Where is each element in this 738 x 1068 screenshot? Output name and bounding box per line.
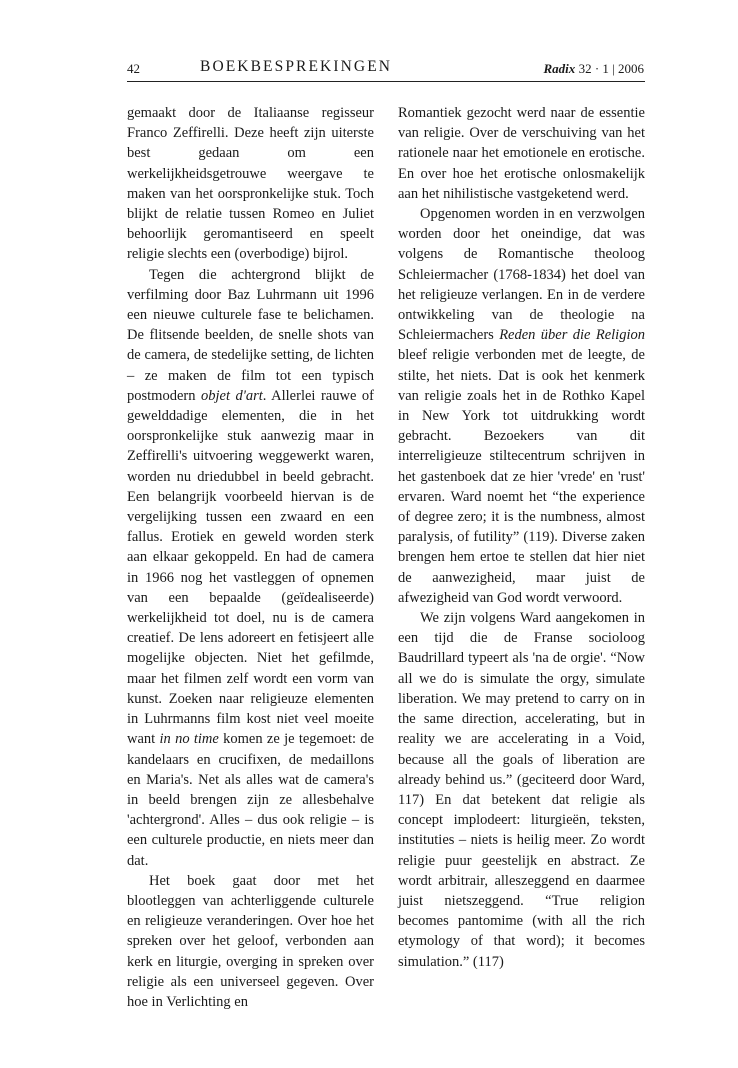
journal-citation bbox=[544, 61, 644, 77]
page-number: 42 bbox=[127, 61, 140, 76]
journal-issue: 32 · 1 | 2006 bbox=[575, 61, 644, 76]
journal-name: Radix bbox=[543, 61, 576, 76]
paragraph: gemaakt door de Italiaanse regisseur Franco Zeffirelli. Deze heeft zijn uiterste best gedaan om een werkelijkheidsgetrouwe weergave te maken van het oorspronkelijke stuk. Toch blijkt de relatie tussen Romeo en Juliet behoorlijk geromantiseerd en speelt religie slechts een (overbodige) bijrol. bbox=[127, 105, 374, 263]
paragraph: We zijn volgens Ward aangekomen in een tijd die de Franse socioloog Baudrillard typeert als 'na de orgie'. “Now all we do is simulate the orgy, simulate liberation. We may pretend to carry on in the same direction, accelerating, but in reality we are accelerating in a Void, because all the goals of liberation are already behind us.” (geciteerd door Ward, 117) En dat betekent dat religie als concept implodeert: liturgieën, teksten, instituties – niets is heilig meer. Zo wordt religie puur geestelijk en abstract. Ze wordt arbitrair, alleszeggend en daarmee juist nietszeggend. “True religion becomes pantomime (with all the rich etymology of that word); it becomes simulation.” (117) bbox=[398, 610, 645, 970]
paragraph: Het boek gaat door met het blootleggen van achterliggende culturele en religieuze veranderingen. Over hoe het spreken over het geloof, verbonden aan kerk en liturgie, overging in spreken over religie als een universeel gegeven. Over hoe in Verlichting en bbox=[127, 872, 374, 1010]
section-title: BOEKBESPREKINGEN bbox=[200, 58, 393, 75]
paragraph: Tegen die achtergrond blijkt de verfilming door Baz Luhrmann uit 1996 een nieuwe culturele fase te belichamen. De flitsende beelden, de snelle shots van de camera, de stedelijke setting, de lichten – ze maken de film tot een typisch postmodern objet d'art. Allerlei rauwe of gewelddadige elementen, die in het oorspronkelijke stuk aanwezig maar in Zeffirelli's uitvoering weggewerkt waren, worden nu driedubbel in beeld gebracht. Een belangrijk voorbeeld hiervan is de vergelijking tussen een zwaard en een fallus. Erotiek en geweld worden sterk aan elkaar gekoppeld. En had de camera in 1966 nog het vastleggen of opnemen van een bepaalde (geïdealiseerde) werkelijkheid tot doel, nu is de camera creatief. De lens adoreert en fetisjeert alle mogelijke objecten. Niet het gefilmde, maar het filmen zelf wordt een vorm van kunst. Zoeken naar religieuze elementen in Luhrmanns film kost niet veel moeite want in no time komen ze je tegemoet: de kandelaars en crucifixen, de medaillons en Maria's. Net als alles wat de camera's in beeld brengen zijn ze allesbehalve 'achtergrond'. Alles – dus ook religie – is een culturele productie, en niets meer dan dat. bbox=[127, 266, 374, 869]
paragraph: Romantiek gezocht werd naar de essentie van religie. Over de verschuiving van het rationele naar het emotionele en erotische. En over hoe het erotische onlosmakelijk aan het nihilistische vastgeketend werd. bbox=[398, 105, 645, 202]
left-column bbox=[127, 103, 374, 1012]
running-header bbox=[127, 58, 644, 80]
paragraph: Opgenomen worden in en verzwolgen worden door het oneindige, dat was volgens de Romantische theoloog Schleiermacher (1768-1834) het doel van het religieuze verlangen. En in de verdere ontwikkeling van de theologie na Schleiermachers Reden über die Religion bleef religie verbonden met de leegte, de stilte, het niets. Dat is ook het kenmerk van religie zoals het in de Rothko Kapel in New York tot uitdrukking wordt gebracht. Bezoekers van dit interreligieuze stiltecentrum schrijven in het gastenboek dat ze hier 'vrede' en 'rust' ervaren. Ward noemt het “the experience of degree zero; it is the numbness, almost paralysis, of futility” (119). Diverse zaken brengen hem ertoe te stellen dat hier niet de aanwezigheid, maar juist de afwezigheid van God wordt verwoord. bbox=[398, 206, 645, 606]
header-rule bbox=[127, 81, 645, 82]
right-column bbox=[398, 103, 645, 972]
